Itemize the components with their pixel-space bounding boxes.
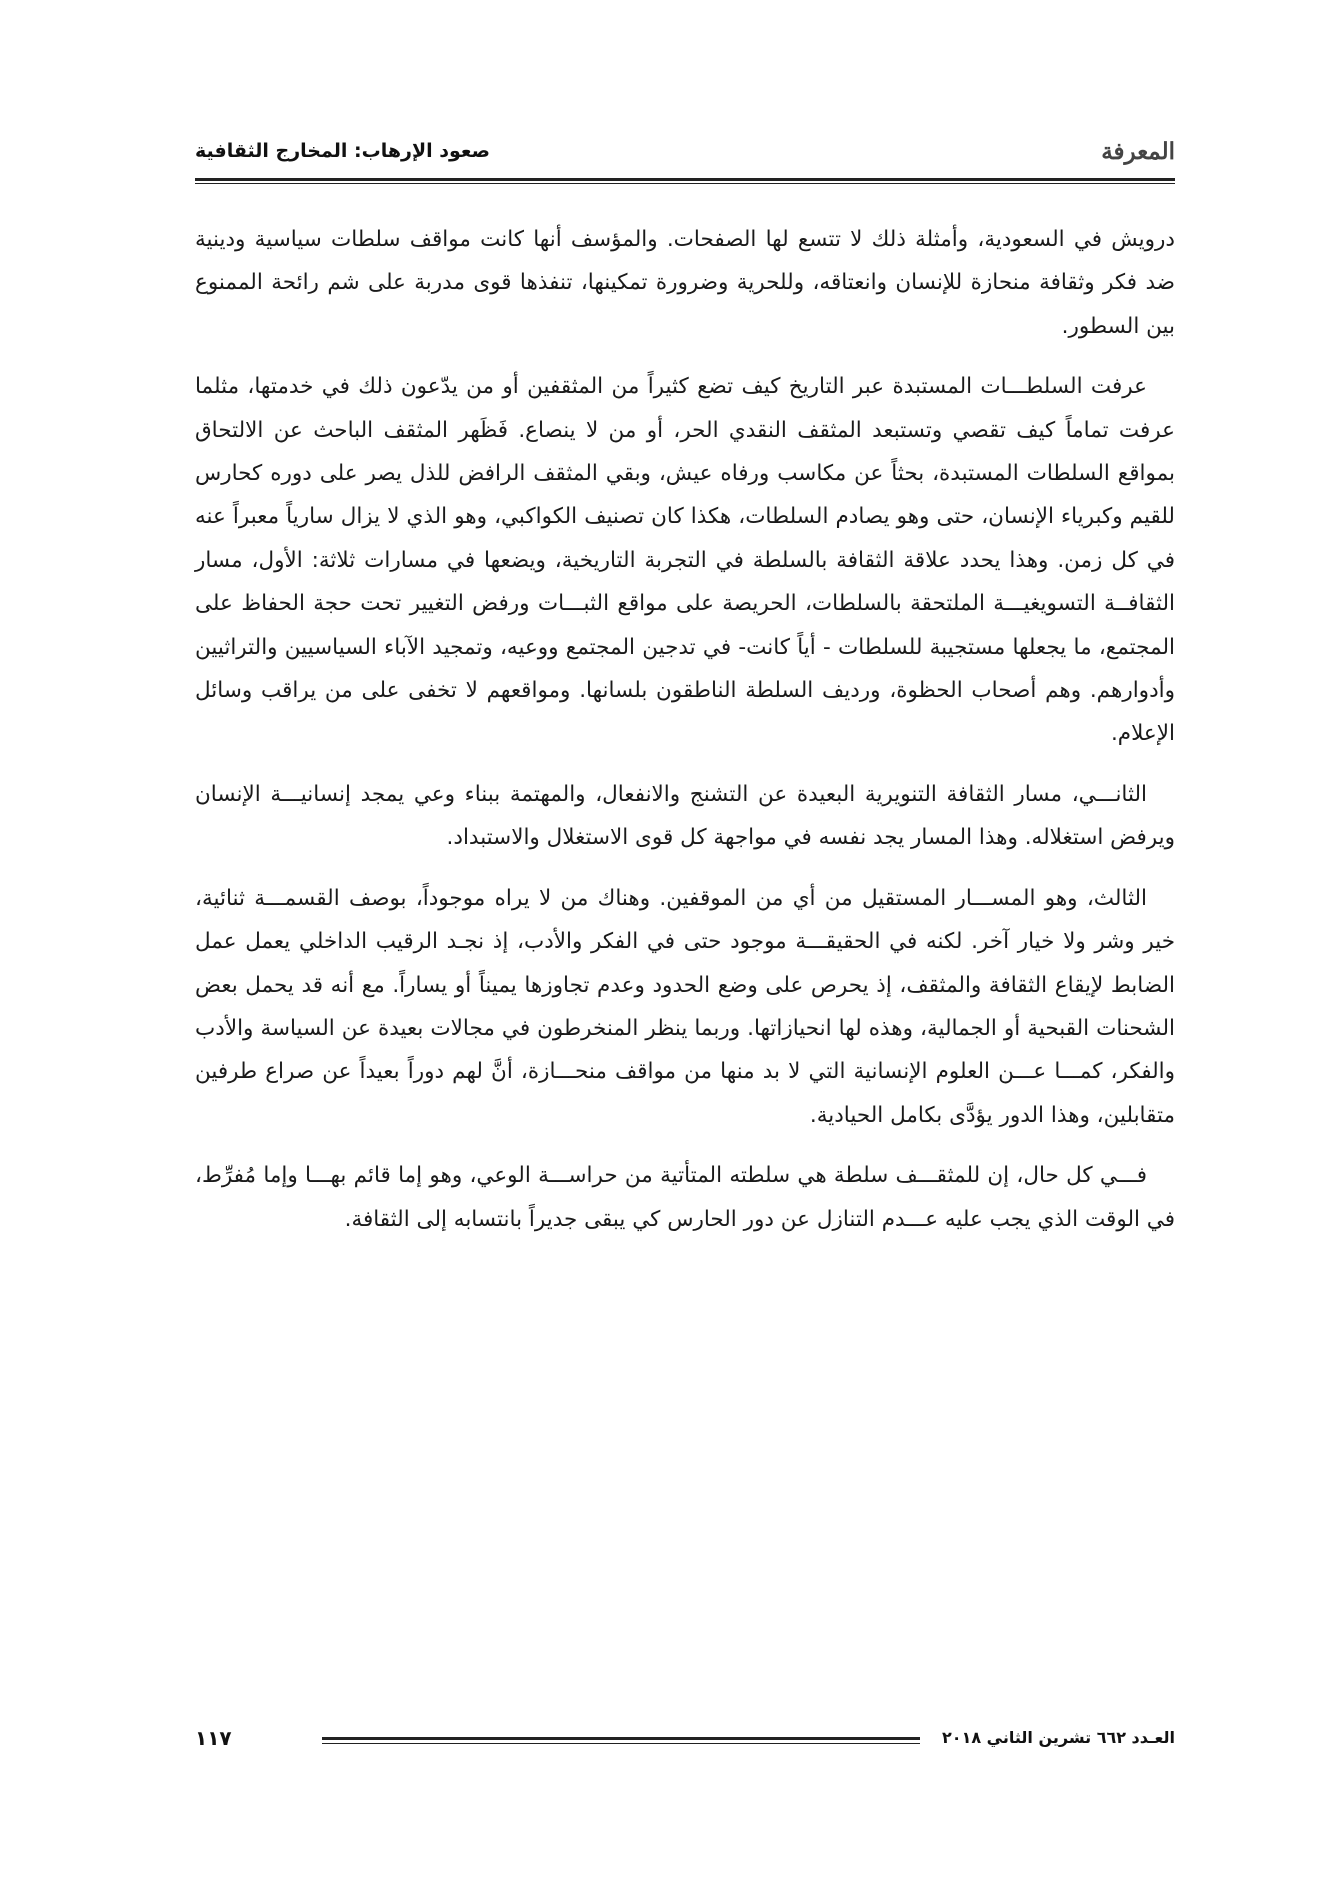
running-header (195, 130, 1175, 170)
header-divider (195, 178, 1175, 181)
paragraph: الثانـــي، مسار الثقافة التنويرية البعيدة عن التشنج والانفعال، والمهتمة ببناء وعي يمجد إنسانيـــة الإنسان ويرفض استغلاله. وهذا المسار يجد نفسه في مواجهة كل قوى الاستغلال والاستبداد. (195, 781, 1175, 851)
footer-divider (322, 1737, 920, 1740)
article-body (195, 218, 1175, 1258)
issue-label: العـدد ٦٦٢ تشرين الثاني ٢٠١٨ (942, 1728, 1175, 1747)
article-title: صعود الإرهاب: المخارج الثقافية (195, 140, 490, 162)
paragraph: الثالث، وهو المســـار المستقيل من أي من الموقفين. وهناك من لا يراه موجوداً، بوصف القسمـــة ثنائية، خير وشر ولا خيار آخر. لكنه في الحقيقـــة موجود حتى في الفكر والأدب، إذ نجـد الرقيب الداخلي يعمل عمل الضابط لإيقاع الثقافة والمثقف، إذ يحرص على وضع الحدود وعدم تجاوزها يميناً أو يساراً. مع أنه قد يحمل بعض الشحنات القبحية أو الجمالية، وهذه لها انحيازاتها. وربما ينظر المنخرطون في مجالات بعيدة عن السياسة والأدب والفكر، كمـــا عـــن العلوم الإنسانية التي لا بد منها من مواقف منحـــازة، أنَّ لهم دوراً بعيداً عن صراع طرفين متقابلين، وهذا الدور يؤدَّى بكامل الحيادية. (195, 885, 1175, 1128)
paragraph: عرفت السلطـــات المستبدة عبر التاريخ كيف تضع كثيراً من المثقفين أو من يدّعون ذلك في خدمتها، مثلما عرفت تماماً كيف تقصي وتستبعد المثقف النقدي الحر، أو من لا ينصاع. فَظَهر المثقف الباحث عن الالتحاق بمواقع السلطات المستبدة، بحثاً عن مكاسب ورفاه عيش، وبقي المثقف الرافض للذل يصر على دوره كحارس للقيم وكبرياء الإنسان، حتى وهو يصادم السلطات، هكذا كان تصنيف الكواكبي، وهو الذي لا يزال سارياً معبراً عنه في كل زمن. وهذا يحدد علاقة الثقافة بالسلطة في التجربة التاريخية، ويضعها في مسارات ثلاثة: الأول، مسار الثقافــة التسويغيـــة الملتحقة بالسلطات، الحريصة على مواقع الثبـــات ورفض التغيير تحت حجة الحفاظ على المجتمع، ما يجعلها مستجيبة للسلطات - أياً كانت- في تدجين المجتمع ووعيه، وتمجيد الآباء السياسيين والتراثيين وأدوارهم. وهم أصحاب الحظوة، ورديف السلطة الناطقون بلسانها. ومواقعهم لا تخفى على من يراقب وسائل الإعلام. (195, 374, 1175, 747)
paragraph: درويش في السعودية، وأمثلة ذلك لا تتسع لها الصفحات. والمؤسف أنها كانت مواقف سلطات سياسية ودينية ضد فكر وثقافة منحازة للإنسان وانعتاقه، وللحرية وضرورة تمكينها، تنفذها قوى مدربة على شم رائحة الممنوع بين السطور. (195, 227, 1175, 339)
page-number: ١١٧ (195, 1726, 232, 1750)
header-divider-thin (195, 183, 1175, 184)
page-footer (195, 1728, 1175, 1758)
paragraph: فـــي كل حال، إن للمثقـــف سلطة هي سلطته المتأتية من حراســـة الوعي، وهو إما قائم بهـــا وإما مُفرِّط، في الوقت الذي يجب عليه عـــدم التنازل عن دور الحارس كي يبقى جديراً بانتسابه إلى الثقافة. (195, 1163, 1175, 1232)
journal-logo: المعرفة (1101, 138, 1175, 165)
footer-divider-thin (322, 1743, 920, 1744)
